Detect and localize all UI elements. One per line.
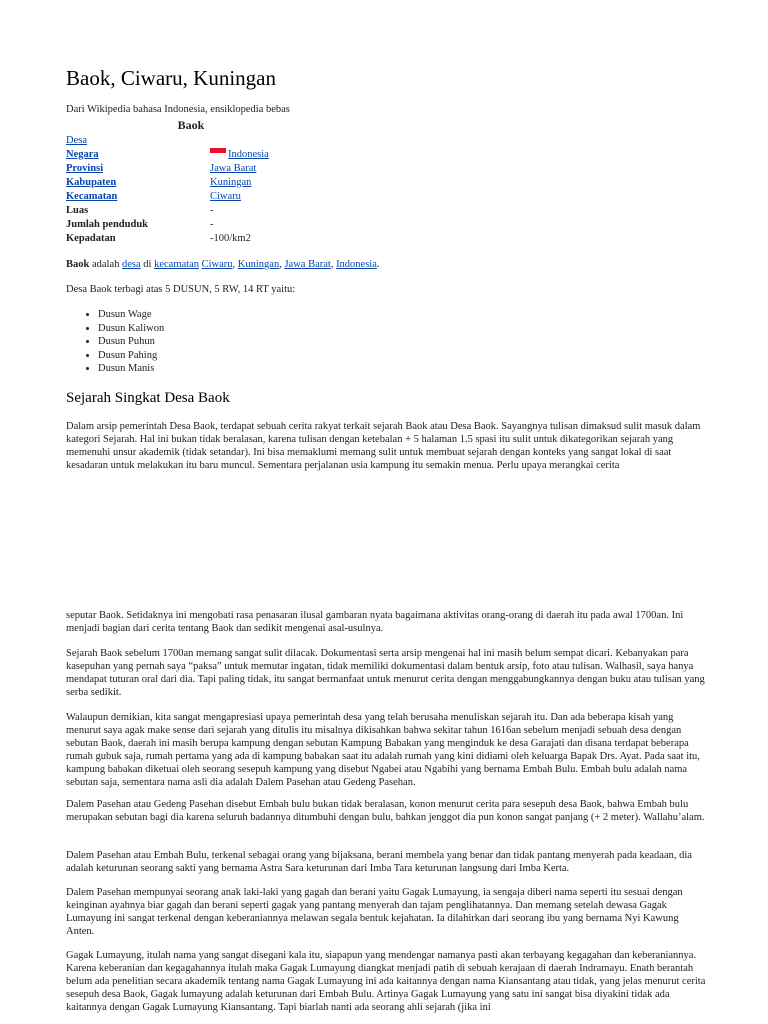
infobox-label-kecamatan[interactable]: Kecamatan — [66, 190, 118, 202]
infobox-row-kabupaten — [66, 175, 366, 189]
history-paragraph-5: Dalem Pasehan atau Gedeng Pasehan disebut Embah bulu bukan tidak beralasan, konon menurut cerita para sesepuh desa Baok, bahwa Embah bulu merupakan sebutan bagi dia karena seluruh badannya ditumbuhi dengan bulu, bahkan jenggot dia pun konon sangat panjang (+ 2 meter). Wallahu’alam. — [66, 799, 705, 823]
infobox-link-kecamatan[interactable]: Ciwaru — [210, 190, 241, 202]
infobox-row-kecamatan — [66, 189, 366, 203]
link-kuningan[interactable]: Kuningan — [237, 259, 280, 270]
infobox-label-provinsi[interactable]: Provinsi — [66, 162, 104, 174]
infobox-value-luas: - — [210, 204, 214, 216]
intro-paragraph — [66, 258, 380, 271]
infobox-type-link[interactable]: Desa — [66, 134, 87, 146]
infobox-row-penduduk — [66, 217, 366, 231]
infobox-row-provinsi — [66, 161, 366, 175]
list-item: • Dusun Manis — [98, 362, 164, 376]
infobox-label-kabupaten[interactable]: Kabupaten — [66, 176, 117, 188]
infobox-link-indonesia[interactable]: Indonesia — [228, 148, 269, 160]
infobox-row-luas — [66, 203, 366, 217]
dusun-description: Desa Baok terbagi atas 5 DUSUN, 5 RW, 14 RT yaitu: — [66, 284, 296, 295]
link-jawa-barat[interactable]: Jawa Barat — [284, 259, 331, 270]
intro-text: adalah — [89, 259, 122, 270]
infobox-row-negara — [66, 147, 366, 161]
infobox-value-negara — [210, 148, 269, 161]
infobox-label-negara[interactable]: Negara — [66, 148, 99, 160]
history-paragraph-2: seputar Baok. Setidaknya ini mengobati rasa penasaran ilusal gambaran nyata bagaimana aktivitas orang-orang di daerah itu pada awal 1700an. Ini menjadi bagian dari cerita tentang Baok dan sedikit mengenai asal-usulnya. — [66, 610, 684, 634]
link-kecamatan[interactable]: kecamatan — [154, 259, 199, 270]
intro-text: , — [279, 259, 285, 270]
infobox-row-kepadatan — [66, 231, 366, 245]
link-indonesia[interactable]: Indonesia — [336, 259, 377, 270]
infobox — [66, 117, 366, 245]
intro-text: . — [376, 259, 380, 270]
list-item: • Dusun Puhun — [98, 335, 164, 349]
dusun-list — [78, 308, 164, 376]
list-item: • Dusun Kaliwon — [98, 322, 164, 336]
history-paragraph-4: Walaupun demikian, kita sangat mengapresiasi upaya pemerintah desa yang telah berusaha menuliskan sejarah itu. Dan ada beberapa kisah yang menurut saya agak make sense dari sejarah yang ditulis itu misalnya dikisahkan bahwa sekitar tahun 1616an sebelum menjadi sebuah desa dengan sebutan Baok, daerah ini masih berupa kampung dengan sebutan Kampung Babakan yang menginduk ke desa Garajati dan disana terdapat beberapa rumah gubuk saja, rumah pertama yang ada di kampung babakan saat itu adalah rumah yang kini didiami oleh keluarga Bapak Drs. Ayat. Pada saat itu, kampung babakan diketuai oleh seorang sesepuh kampung yang disebut Ngabei atau Ngabihi yang bernama Embah Bulu. Embah bulu adalah nama sebutan saja, sementara nama asli dia adalah Dalem Pasehan atau Gedeng Pasehan. — [66, 712, 700, 788]
indonesia-flag-icon — [210, 148, 226, 158]
history-paragraph-3: Sejarah Baok sebelum 1700an memang sangat sulit dilacak. Dokumentasi serta arsip mengenai hal ini masih belum sempat dicari. Kebanyakan para kasepuhan yang pernah saya “paksa” untuk memutar ingatan, tidak memiliki dokumentasi dalam bentuk arsip, foto atau tulisan. Walhasil, saya hanya mendapat tuturan oral dari dia. Tapi paling tidak, itu sangat bermanfaat untuk menurut cerita dengan menggabungkannya dengan buku atau tulisan yang serba sedikit. — [66, 648, 705, 698]
infobox-caption: Baok — [177, 118, 205, 132]
infobox-type-row — [66, 133, 366, 147]
section-heading: Sejarah Singkat Desa Baok — [66, 390, 230, 406]
infobox-label-kepadatan: Kepadatan — [66, 232, 116, 244]
history-paragraph-7: Dalem Pasehan mempunyai seorang anak laki-laki yang gagah dan berani yaitu Gagak Lumayung, ia sengaja diberi nama seperti itu sesuai dengan keinginan ayahnya biar gagah dan berani seperti gagak yang pantang menyerah dan tajam penglihatannya. Dan memang setelah dewasa Gagak Lumayung ini sangat terkenal dengan keberaniannya melawan segala bentuk kejahatan. Ia dilahirkan dari seorang ibu yang bernama Nyi Kawung Anten. — [66, 887, 683, 937]
infobox-label-penduduk: Jumlah penduduk — [66, 218, 149, 230]
page-subtitle: Dari Wikipedia bahasa Indonesia, ensiklopedia bebas — [66, 104, 290, 115]
intro-text: , — [232, 259, 238, 270]
infobox-label-luas: Luas — [66, 204, 89, 216]
history-paragraph-1: Dalam arsip pemerintah Desa Baok, terdapat sebuah cerita rakyat terkait sejarah Baok atau Desa Baok. Sayangnya tulisan dimaksud sulit masuk dalam kategori Sejarah. Hal ini bukan tidak beralasan, karena tulisan dengan ketebalan + 5 halaman 1.5 spasi itu sulit untuk dikategorikan sejarah yang memenuhi unsur akademik (tidak setandar). Ini bisa memaklumi memang sulit untuk membuat sejarah dengan konteks yang sangat lokal di saat kesadaran untuk melakukan itu baru muncul. Sementara perjalanan usia kampung itu semakin menua. Perlu upaya merangkai cerita — [66, 421, 701, 471]
infobox-link-kabupaten[interactable]: Kuningan — [210, 176, 252, 188]
flag-white-stripe — [210, 153, 226, 158]
link-desa[interactable]: desa — [122, 259, 141, 270]
history-paragraph-8: Gagak Lumayung, itulah nama yang sangat disegani kala itu, siapapun yang mendengar namanya pasti akan terbayang kegagahan dan keberaniannya. Karena keberanian dan kegagahannya itulah maka Gagak Lumayung diangkat menjadi patih di sebuah kerajaan di daerah Indramayu. Enath berantah belum ada penelitian secara akademik tentang nama Gagak Lumayung ini ada kaitannya dengan nama Kiansantang atau tidak, yang jelas menurut cerita sesepuh desa Baok, Gagak lumayung adalah keturunan dari Embah Bulu. Artinya Gagak Lumayung yang satu ini sangat bisa diyakini tidak ada kaitannya dengan Gagak Lumayung Kiansantang. Tapi biarlah nanti ada seorang ahli sejarah (jika ini — [66, 950, 706, 1013]
intro-bold-name: Baok — [66, 259, 90, 270]
infobox-value-kepadatan: -100/km2 — [210, 232, 251, 244]
intro-text: di — [140, 259, 155, 270]
list-item: • Dusun Pahing — [98, 349, 164, 363]
page-title: Baok, Ciwaru, Kuningan — [66, 66, 276, 90]
infobox-link-provinsi[interactable]: Jawa Barat — [210, 162, 257, 174]
history-paragraph-6: Dalem Pasehan atau Embah Bulu, terkenal sebagai orang yang bijaksana, berani membela yang benar dan tidak pantang menyerah pada keadaan, dia adalah keturunan seorang sakti yang bernama Astra Sara keturunan dari Imba Tara keturunan langsung dari Imba Kerta. — [66, 850, 692, 874]
intro-text: , — [330, 259, 337, 270]
list-item: • Dusun Wage — [98, 308, 164, 322]
link-ciwaru[interactable]: Ciwaru — [201, 259, 233, 270]
infobox-value-penduduk: - — [210, 218, 214, 230]
